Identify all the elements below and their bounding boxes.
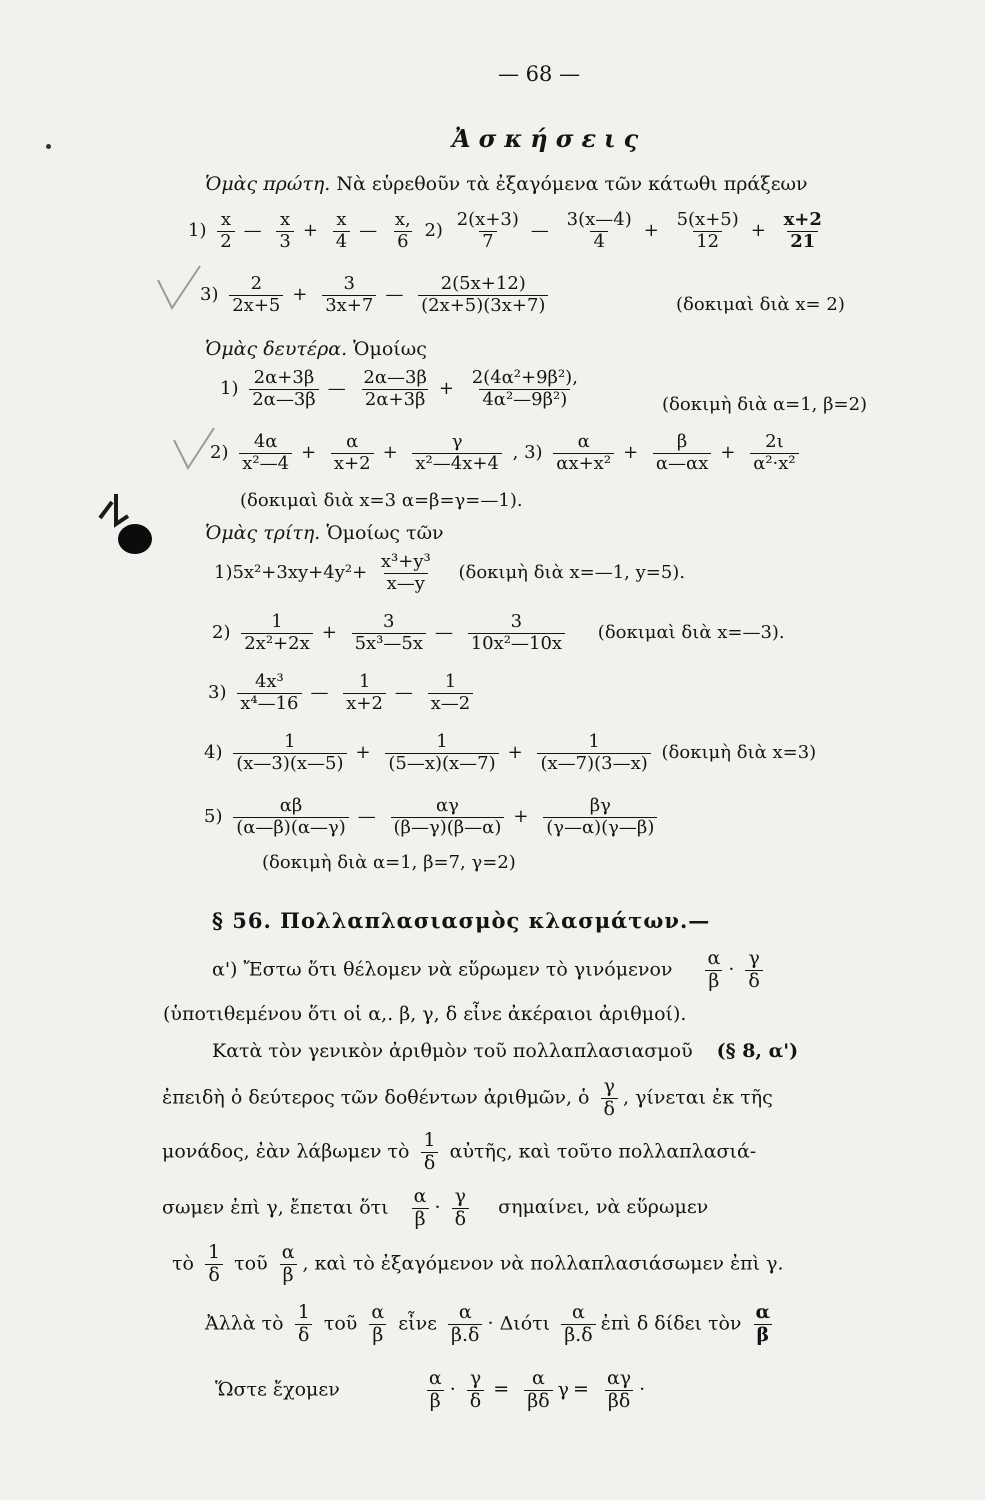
numerator: 3 — [383, 611, 395, 632]
numerator: 1 — [271, 611, 283, 632]
group3-exercise-1 — [214, 552, 685, 594]
denominator: (x—3)(x—5) — [233, 753, 346, 775]
denominator: βδ — [605, 1390, 633, 1413]
denominator: x²—4 — [239, 453, 292, 475]
numerator: α — [755, 1301, 771, 1323]
numerator: 5(x+5) — [676, 209, 739, 230]
paragraph-line-8 — [205, 1302, 778, 1347]
denominator: 2α+3β — [362, 389, 429, 411]
pencil-checkmark — [168, 418, 228, 478]
denominator: αx+x² — [553, 453, 614, 475]
fraction — [241, 612, 313, 654]
denominator: β — [412, 1208, 429, 1231]
group3-text: Ὁμοίως τῶν — [326, 522, 444, 544]
denominator: x—y — [384, 573, 428, 595]
numerator: β — [676, 431, 688, 452]
denominator: 12 — [693, 231, 722, 253]
fraction — [233, 732, 346, 774]
numerator: 4α — [253, 431, 278, 452]
group1-text: Νὰ εὑρεθοῦν τὰ ἐξαγόμενα τῶν κάτωθι πράξεων — [336, 173, 808, 195]
denominator: βδ — [524, 1390, 552, 1413]
ink-blot — [118, 524, 152, 554]
numerator: γ — [454, 1185, 466, 1207]
numerator: 2(x+3) — [456, 209, 519, 230]
fraction — [426, 1368, 445, 1413]
fraction — [674, 210, 742, 252]
numerator: 1 — [358, 671, 371, 692]
fraction — [392, 210, 414, 252]
fraction — [553, 432, 614, 474]
exercises-title: Ἀσκήσεις — [452, 124, 647, 153]
fraction — [239, 432, 292, 474]
text: σημαίνει, νὰ εὕρωμεν — [498, 1196, 709, 1219]
paragraph-line-4 — [162, 1076, 773, 1121]
paragraph-line-5 — [162, 1130, 756, 1175]
text: Κατὰ τὸν γενικὸν ἀριθμὸν τοῦ πολλαπλασιασμοῦ — [212, 1040, 693, 1062]
text: ἐπὶ δ δίδει τὸν — [600, 1312, 742, 1335]
group1-exercise-1-2: 1) $\frac{x}{2}$ — $\frac{x}{3}$ + $\frac{x}{4}$ — $\frac{x,}{6}$ 2) $\frac{2(x+3)}{7}$ — $\frac{3(x—4)}{4}$ + $\frac{5(x+5)}{12}$ + $\frac{x+2}{21}$ — [188, 210, 830, 252]
denominator: x+2 — [331, 453, 374, 475]
denominator: 2α—3β — [249, 389, 318, 411]
group2-heading — [205, 338, 427, 360]
numerator: γ — [469, 1367, 482, 1389]
numerator: α — [428, 1367, 442, 1389]
fraction — [322, 274, 376, 316]
text: · Διότι — [487, 1312, 551, 1335]
numerator: 2 — [250, 273, 263, 294]
exercise-number: 4) — [204, 742, 223, 764]
numerator: αβ — [279, 795, 303, 816]
numerator: βγ — [589, 795, 611, 816]
fraction — [237, 672, 301, 714]
denominator: δ — [745, 970, 762, 993]
group2-check-2: (δοκιμαὶ διὰ x=3 α=β=γ=—1). — [240, 490, 523, 511]
text: τοῦ — [234, 1252, 268, 1275]
fraction — [564, 210, 635, 252]
group1-exercise-3: 3) $\frac{2}{2x+5}$ + $\frac{3}{3x+7}$ — $\frac{2(5x+12)}{(2x+5)(3x+7)}$ — [200, 274, 553, 316]
denominator: δ — [421, 1152, 438, 1175]
exercise-number: 3) — [208, 682, 227, 704]
numerator: 3 — [343, 273, 355, 294]
denominator: β.δ — [448, 1324, 482, 1347]
numerator: x — [280, 209, 291, 230]
denominator: δ — [601, 1098, 618, 1121]
denominator: δ — [205, 1264, 222, 1287]
fraction — [421, 1130, 439, 1175]
numerator: x — [220, 209, 232, 230]
exercise-number: 3) — [200, 284, 219, 306]
fraction — [454, 210, 522, 252]
denominator: (α—β)(α—γ) — [233, 817, 349, 839]
text: , καὶ τὸ ἐξαγόμενον νὰ πολλαπλασιάσωμεν ἐπὶ γ. — [302, 1252, 784, 1275]
fraction — [745, 948, 762, 993]
numerator: α — [707, 947, 721, 969]
denominator: β — [705, 970, 722, 993]
check-note: (δοκιμὴ διὰ x=3) — [661, 742, 817, 764]
denominator: 2 — [217, 231, 234, 253]
numerator: x³+y³ — [380, 551, 431, 572]
fraction — [331, 432, 374, 474]
fraction — [448, 1302, 482, 1347]
numerator: α — [532, 1367, 545, 1389]
group3-exercise-4: 4) $\frac{1}{(x—3)(x—5)}$ + $\frac{1}{(5—x)(x—7)}$ + $\frac{1}{(x—7)(3—x)}$ (δοκιμὴ διὰ x=3) — [204, 731, 817, 774]
text: εἶνε — [398, 1312, 437, 1335]
denominator: δ — [295, 1324, 312, 1347]
fraction — [360, 368, 429, 410]
group1-heading — [205, 173, 808, 195]
paragraph-line-1: α') Ἔστω ὅτι θέλομεν νὰ εὕρωμεν τὸ γινόμενον $\frac{\alpha}{\beta}$ · $\frac{\gamma}{\delta}$ — [212, 948, 768, 993]
numerator: α — [577, 431, 590, 452]
fraction — [385, 732, 498, 774]
numerator: 1 — [297, 1301, 310, 1323]
numerator: α — [371, 1301, 385, 1323]
fraction — [279, 1242, 298, 1287]
numerator: 1 — [284, 731, 296, 752]
denominator: 21 — [787, 231, 818, 253]
fraction — [411, 1186, 430, 1231]
page-number: — 68 — — [498, 62, 581, 86]
denominator: 2x+5 — [229, 295, 283, 317]
exercise-number: 2) — [424, 220, 443, 242]
fraction — [781, 210, 825, 252]
fraction — [537, 732, 650, 774]
exercise-number: 2) — [212, 622, 231, 644]
fraction — [378, 552, 434, 594]
speck — [46, 144, 51, 149]
paragraph-line-6: σωμεν ἐπὶ γ, ἔπεται ὅτι $\frac{\alpha}{\beta}$ · $\frac{\gamma}{\delta}$ σημαίνει, νὰ εὕρωμεν — [162, 1185, 709, 1230]
denominator: β.δ — [561, 1324, 595, 1347]
denominator: δ — [452, 1208, 469, 1231]
numerator: αγ — [606, 1367, 632, 1389]
numerator: 3(x—4) — [566, 209, 632, 230]
fraction — [205, 1242, 223, 1287]
fraction — [418, 274, 548, 316]
group2-exercise-1: 1) $\frac{2\alpha+3\beta}{2\alpha—3\beta}$ — $\frac{2\alpha—3\beta}{2\alpha+3\beta}$ + $\frac{\text{2(4α²+9β²),}}{\text{4α²—9β²)}}$ — [220, 368, 586, 410]
denominator: 2x²+2x — [241, 633, 313, 655]
text: α') Ἔστω ὅτι θέλομεν νὰ εὕρωμεν τὸ γινόμενον — [212, 958, 673, 981]
exercise-number: 5) — [204, 806, 223, 828]
check-note: (δοκιμαὶ διὰ x=—3). — [597, 622, 785, 644]
fraction — [333, 210, 350, 252]
fraction — [229, 274, 283, 316]
fraction — [543, 796, 657, 838]
fraction — [343, 672, 386, 714]
numerator: α — [458, 1301, 472, 1323]
numerator: γ — [748, 947, 760, 969]
numerator: α — [346, 431, 359, 452]
denominator: 3 — [276, 231, 293, 253]
fraction — [391, 796, 505, 838]
denominator: δ — [467, 1390, 484, 1413]
denominator: β — [427, 1390, 444, 1413]
numerator: 1 — [208, 1241, 221, 1263]
pencil-checkmark — [150, 260, 210, 320]
fraction — [249, 368, 318, 410]
fraction — [412, 432, 502, 474]
fraction — [217, 210, 234, 252]
text: γ — [557, 1378, 569, 1401]
denominator: 4α²—9β²) — [479, 389, 570, 411]
text: Ὥστε ἔχομεν — [215, 1378, 340, 1401]
text: , γίνεται ἐκ τῆς — [623, 1086, 773, 1109]
denominator: (β—γ)(β—α) — [391, 817, 505, 839]
numerator: 4x³ — [254, 671, 284, 692]
denominator: β — [280, 1264, 297, 1287]
denominator: (5—x)(x—7) — [385, 753, 498, 775]
numerator: αγ — [435, 795, 459, 816]
denominator: 7 — [479, 231, 496, 253]
fraction — [467, 1368, 484, 1413]
exercise-number: 1) — [188, 220, 207, 242]
group3-label: Ὁμὰς τρίτη. — [205, 522, 321, 544]
fraction — [561, 1302, 595, 1347]
denominator: 3x+7 — [322, 295, 376, 317]
fraction — [295, 1302, 313, 1347]
exercise-number: 2) — [210, 442, 229, 464]
numerator: 2ι — [765, 431, 784, 452]
numerator: 3 — [510, 611, 523, 632]
group1-label: Ὁμὰς πρώτη. — [205, 173, 331, 195]
denominator: 10x²—10x — [468, 633, 565, 655]
numerator: 1 — [423, 1129, 436, 1151]
denominator: 4 — [590, 231, 607, 253]
fraction — [750, 432, 798, 474]
text: Ἀλλὰ τὸ — [205, 1312, 284, 1335]
numerator: x, — [394, 209, 411, 230]
fraction — [753, 1302, 774, 1347]
fraction — [604, 1368, 634, 1413]
denominator: α²·x² — [750, 453, 798, 475]
group3-exercise-2: 2) $\frac{1}{\text{2x²+2x}}$ + $\frac{3}{\text{5x³—5x}}$ — $\frac{3}{\text{10x²—10x}}$ (δοκιμαὶ διὰ x=—3). — [212, 611, 785, 654]
text: τὸ — [172, 1252, 194, 1275]
text: αὐτῆς, καὶ τοῦτο πολλαπλασιά- — [449, 1140, 757, 1163]
exercise-number: , 3) — [512, 442, 543, 464]
numerator: 2α+3β — [253, 367, 315, 388]
fraction — [468, 612, 565, 654]
denominator: x²—4x+4 — [412, 453, 502, 475]
paragraph-line-2: (ὑποτιθεμένου ὅτι οἱ α,. β, γ, δ εἶνε ἀκέραιοι ἀριθμοί). — [163, 1003, 687, 1025]
group2-label: Ὁμὰς δευτέρα. — [205, 338, 348, 360]
denominator: 5x³—5x — [352, 633, 426, 655]
paragraph-line-7 — [172, 1242, 784, 1287]
numerator: 1 — [436, 731, 448, 752]
denominator: (x—7)(3—x) — [537, 753, 650, 775]
group2-text: Ὁμοίως — [353, 338, 427, 360]
fraction — [368, 1302, 387, 1347]
fraction — [276, 210, 293, 252]
expression: 5x²+3xy+4y²+ — [232, 562, 368, 584]
group3-check-5: (δοκιμὴ διὰ α=1, β=7, γ=2) — [262, 852, 516, 873]
exercise-number: 1) — [214, 562, 233, 584]
denominator: (2x+5)(3x+7) — [418, 295, 548, 317]
numerator: 2(5x+12) — [440, 273, 526, 294]
denominator: x⁴—16 — [237, 693, 301, 715]
text: τοῦ — [323, 1312, 358, 1335]
paragraph-line-3 — [212, 1040, 798, 1062]
group3-exercise-5: 5) $\frac{\alpha\beta}{(\alpha—\beta)(\alpha—\gamma)}$ — $\frac{\alpha\gamma}{(\beta—\gamma)(\beta—\alpha)}$ + $\frac{\beta\gamma}{(\gamma—\alpha)(\gamma—\beta)}$ — [204, 796, 662, 838]
section-reference: (§ 8, α') — [716, 1040, 799, 1062]
numerator: 2α—3β — [363, 367, 427, 388]
exercise-number: 1) — [220, 378, 239, 400]
denominator: 4 — [333, 231, 350, 253]
numerator: 2(4α²+9β²), — [471, 367, 578, 388]
fraction — [704, 948, 723, 993]
fraction — [452, 1186, 469, 1231]
denominator: x+2 — [343, 693, 386, 715]
numerator: α — [413, 1185, 427, 1207]
numerator: 1 — [588, 731, 600, 752]
denominator: (γ—α)(γ—β) — [543, 817, 657, 839]
section-heading: § 56. Πολλαπλασιασμὸς κλασμάτων.— — [212, 908, 711, 933]
numerator: γ — [603, 1075, 615, 1097]
fraction — [601, 1076, 618, 1121]
denominator: x—2 — [428, 693, 474, 715]
denominator: 6 — [394, 231, 411, 253]
group2-check-1: (δοκιμὴ διὰ α=1, β=2) — [662, 394, 868, 415]
paragraph-line-9: Ὥστε ἔχομεν $\frac{\alpha}{\beta}$ · $\frac{\gamma}{\delta}$ = $\frac{\alpha}{\beta\delta}$ γ = $\frac{\alpha\gamma}{\beta\delta}$ · — [215, 1367, 646, 1412]
numerator: x — [336, 209, 347, 230]
denominator: β — [754, 1324, 773, 1347]
fraction — [469, 368, 581, 410]
text: σωμεν ἐπὶ γ, ἔπεται ὅτι — [162, 1196, 389, 1219]
numerator: γ — [451, 431, 463, 452]
numerator: x+2 — [783, 209, 822, 230]
fraction — [352, 612, 426, 654]
fraction — [524, 1368, 552, 1413]
fraction — [233, 796, 349, 838]
text: ἐπειδὴ ὁ δεύτερος τῶν δοθέντων ἀριθμῶν, ὁ — [162, 1086, 590, 1109]
text: μονάδος, ἐὰν λάβωμεν τὸ — [162, 1140, 410, 1163]
fraction — [653, 432, 711, 474]
denominator: α—αx — [653, 453, 711, 475]
group3-exercise-3: 3) $\frac{\text{4x³}}{\text{x⁴—16}}$ — $\frac{1}{x+2}$ — $\frac{1}{x—2}$ — [208, 672, 478, 714]
denominator: β — [369, 1324, 386, 1347]
group3-heading — [205, 522, 444, 544]
group1-check: (δοκιμαὶ διὰ x= 2) — [676, 294, 845, 315]
numerator: 1 — [444, 671, 457, 692]
numerator: α — [572, 1301, 585, 1323]
numerator: α — [281, 1241, 295, 1263]
check-note: (δοκιμὴ διὰ x=—1, y=5). — [458, 562, 686, 584]
fraction — [428, 672, 474, 714]
group2-exercise-2-3: 2) $\frac{4\alpha}{\text{x²—4}}$ + $\frac{\alpha}{x+2}$ + $\frac{\gamma}{\text{x²—4x+4}}$ , 3) $\frac{\alpha}{\text{αx+x²}}$ + $\frac{\beta}{\alpha—\alpha x}$ + $\frac{2\iota}{\text{α²·x²}}$ — [210, 432, 804, 474]
